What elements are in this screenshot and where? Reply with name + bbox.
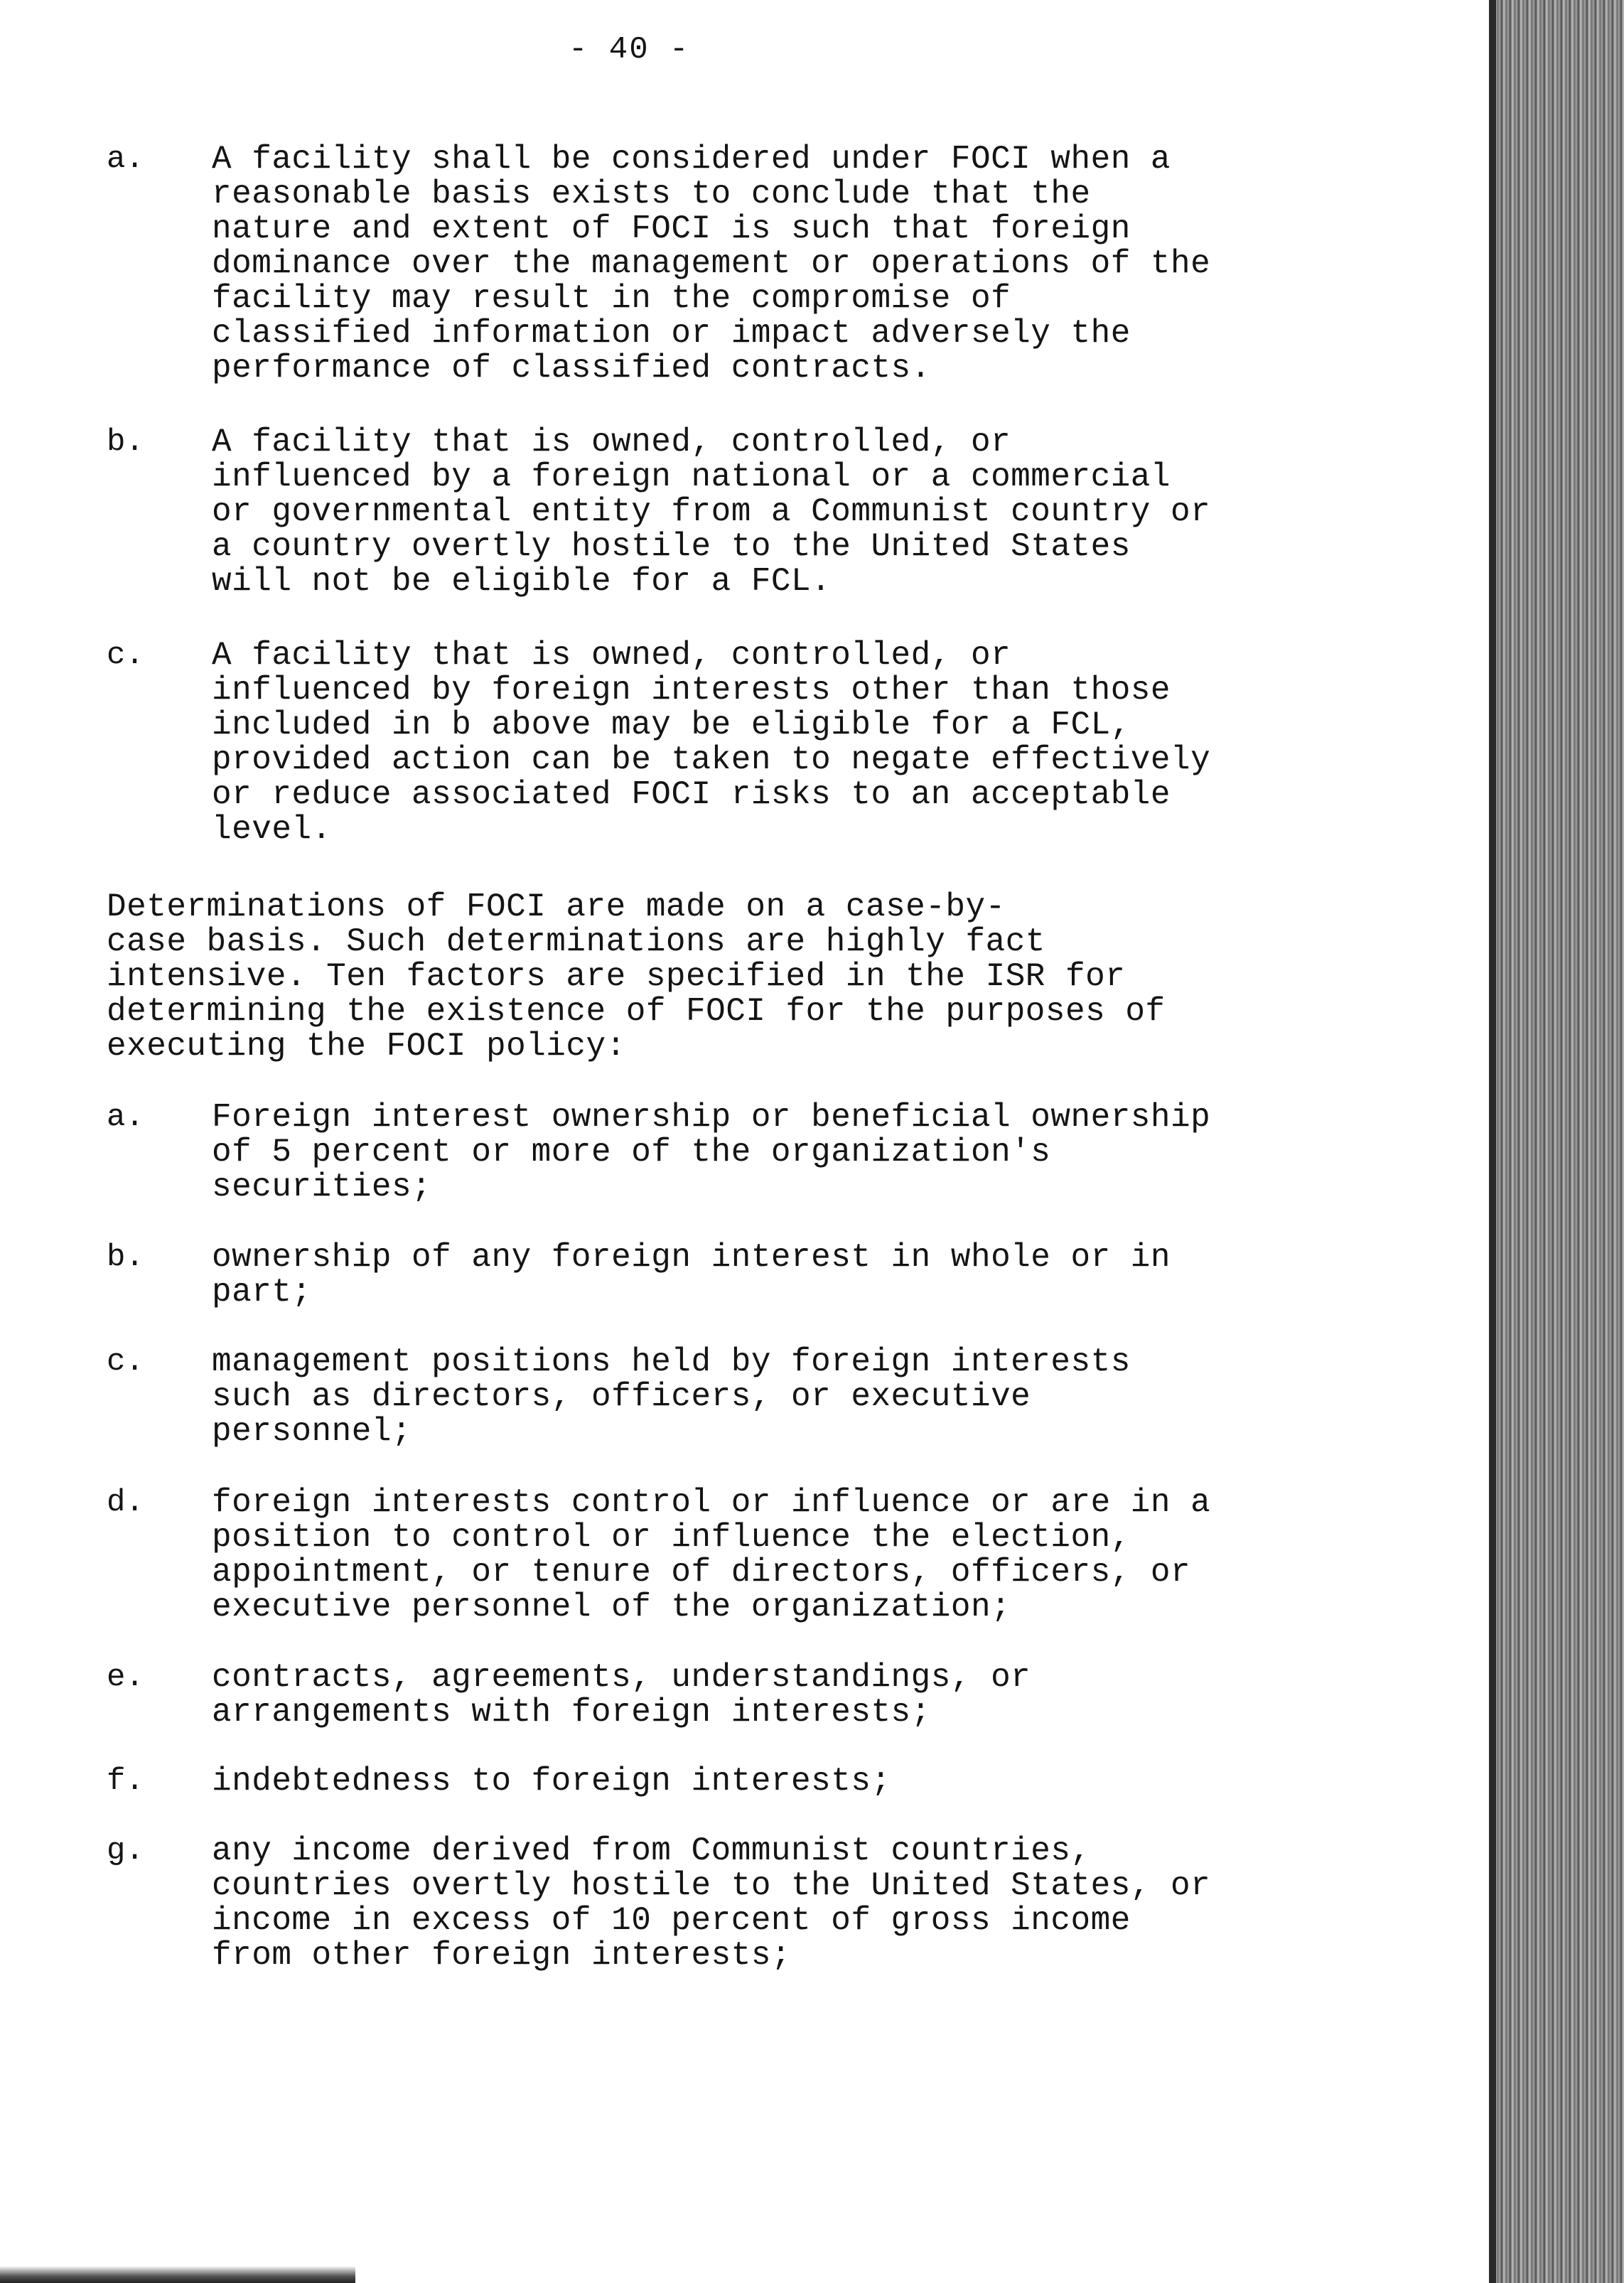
scan-edge-line xyxy=(1489,0,1496,2283)
list-item-text: A facility that is owned, controlled, or influenced by a foreign national or a commercial or governmental entity from a Communist country or a country overtly hostile to the United States will not be eligible for a FCL. xyxy=(212,424,1211,600)
list-item-text: A facility shall be considered under FOCI when a reasonable basis exists to conclude that the nature and extent of FOCI is such that foreign dominance over the management or operations of the facility may result in the compromise of classified information or impact adversely the performance of classified contracts. xyxy=(212,141,1211,387)
list-marker: d. xyxy=(107,1485,144,1520)
list-item-text: contracts, agreements, understandings, or arrangements with foreign interests; xyxy=(212,1659,1031,1731)
body-paragraph: Determinations of FOCI are made on a case-by- case basis. Such determinations are highly fact intensive. Ten factors are specified in the ISR for determining the existence of FOCI for the purposes of executing the FOCI policy: xyxy=(107,888,1166,1065)
list-marker: c. xyxy=(107,1344,144,1380)
list-item-text: indebtedness to foreign interests; xyxy=(212,1763,891,1800)
list-marker: c. xyxy=(107,638,144,673)
scan-edge-border xyxy=(1489,0,1624,2283)
list-marker: b. xyxy=(107,1240,144,1275)
scan-bottom-border xyxy=(0,2266,355,2283)
list-marker: f. xyxy=(107,1763,144,1799)
list-item-text: A facility that is owned, controlled, or influenced by foreign interests other than those included in b above may be eligible for a FCL, provided action can be taken to negate effectively or reduce associated FOCI risks to an acceptable level. xyxy=(212,637,1211,848)
list-marker: g. xyxy=(107,1833,144,1869)
list-item-text: foreign interests control or influence or are in a position to control or influence the election, appointment, or tenure of directors, officers, or executive personnel of the organization; xyxy=(212,1484,1211,1626)
list-marker: a. xyxy=(107,1100,144,1135)
page-number: - 40 - xyxy=(569,32,690,68)
list-marker: a. xyxy=(107,141,144,177)
list-item-text: Foreign interest ownership or beneficial ownership of 5 percent or more of the organization's securities; xyxy=(212,1099,1211,1205)
list-item-text: ownership of any foreign interest in whole or in part; xyxy=(212,1239,1171,1311)
list-marker: b. xyxy=(107,424,144,460)
list-item-text: any income derived from Communist countries, countries overtly hostile to the United States, or income in excess of 10 percent of gross income from other foreign interests; xyxy=(212,1832,1211,1974)
list-marker: e. xyxy=(107,1660,144,1695)
list-item-text: management positions held by foreign interests such as directors, officers, or executive personnel; xyxy=(212,1343,1131,1450)
